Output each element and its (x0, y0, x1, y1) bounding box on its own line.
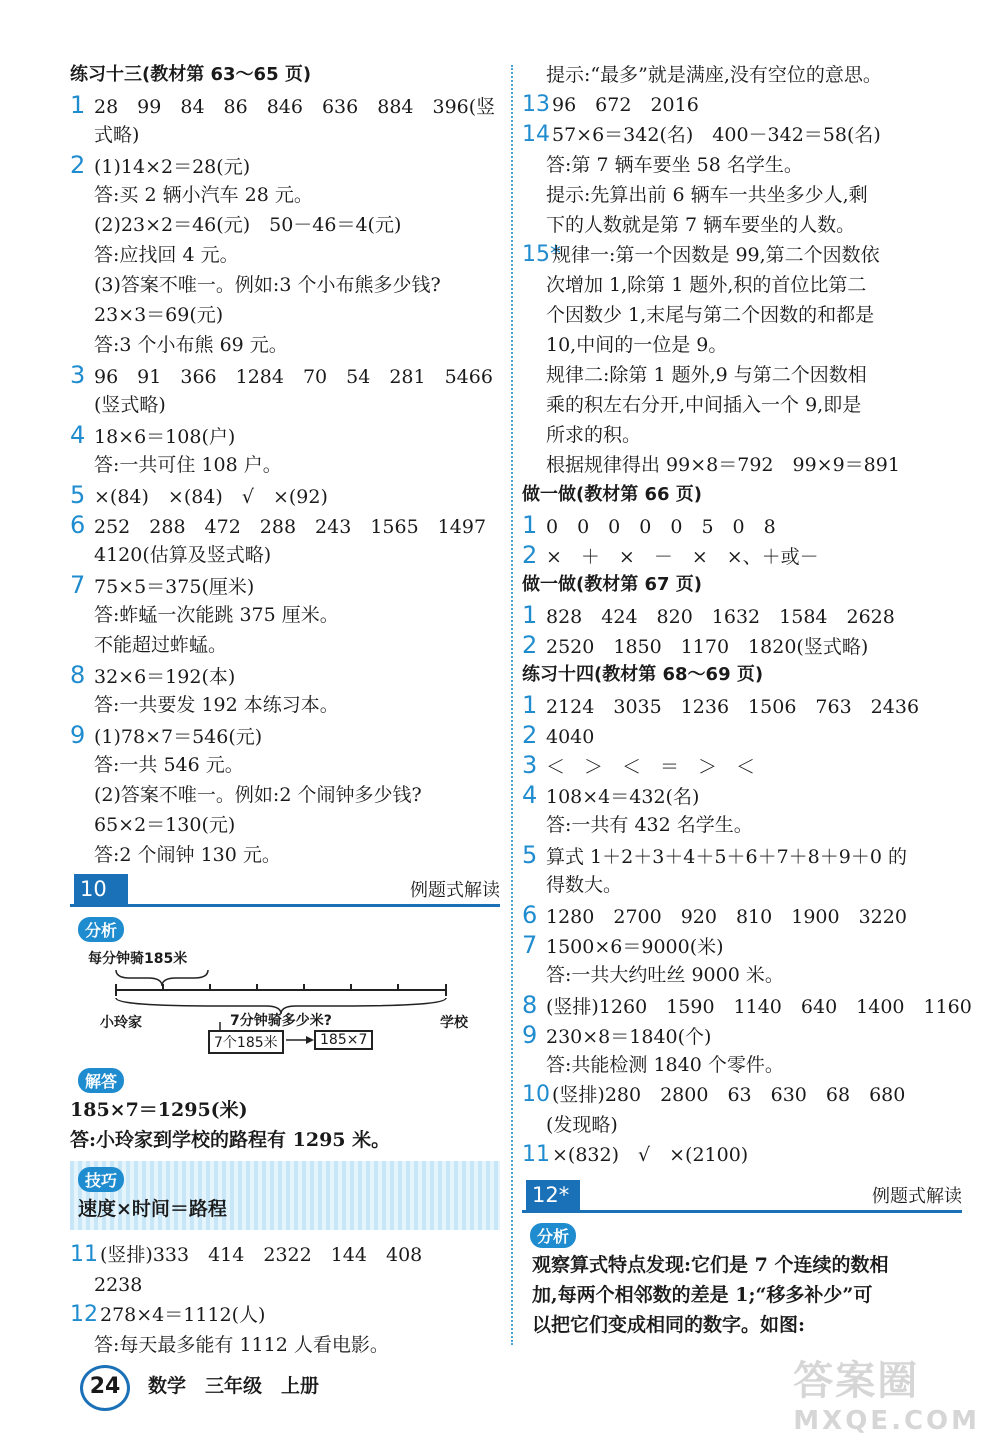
question-number: 11 (70, 1242, 98, 1267)
answer-continuation: 规律二:除第 1 题外,9 与第二个因数相 (546, 364, 867, 386)
answer-continuation: 10,中间的一位是 9。 (546, 334, 728, 356)
answer-continuation: (竖式略) (94, 394, 166, 416)
answer-item (70, 660, 500, 690)
answer-item (522, 690, 962, 720)
answer-item (522, 780, 962, 810)
answer-item (522, 720, 962, 750)
answer-text: 75×5＝375(厘米) (94, 576, 255, 598)
answer-continuation: 答:一共有 432 名学生。 (546, 814, 753, 836)
question-number: 1 (70, 91, 86, 119)
answer-item (522, 1140, 962, 1170)
answer-item (70, 1240, 500, 1270)
answer-text: 828 424 820 1632 1584 2628 (546, 606, 895, 628)
answer-continuation: 提示:“最多”就是满座,没有空位的意思。 (546, 64, 882, 86)
answer-text: 1500×6＝9000(米) (546, 936, 724, 958)
answer-line-1: 185×7＝1295(米) (70, 1099, 248, 1121)
answer-text: 278×4＝1112(人) (100, 1304, 266, 1326)
example-number: 12* (526, 1180, 580, 1210)
question-number: 3 (522, 751, 538, 779)
answer-item (522, 990, 972, 1020)
answer-continuation: 答:2 个闹钟 130 元。 (94, 844, 281, 866)
box-7x185: 7个185米 (208, 1030, 284, 1054)
question-number: 6 (522, 901, 538, 929)
question-number: 1 (522, 601, 538, 629)
answer-continuation: 次增加 1,除第 1 题外,积的首位比第二 (546, 274, 867, 296)
analysis-text (522, 1250, 962, 1340)
section-heading: 练习十三(教材第 63～65 页) (70, 64, 312, 85)
answer-continuation: 答:一共要发 192 本练习本。 (94, 694, 339, 716)
answer-item (522, 600, 962, 630)
answer-text: 2520 1850 1170 1820(竖式略) (546, 636, 869, 658)
answer-continuation: 答:共能检测 1840 个零件。 (546, 1054, 784, 1076)
answer-text: 0 0 0 0 0 5 0 8 (546, 516, 776, 538)
analysis-line: 加,每两个相邻数的差是 1;“移多补少”可 (532, 1284, 873, 1306)
home-label: 小玲家 (100, 1015, 142, 1031)
question-number: 11 (522, 1142, 550, 1167)
column-divider (511, 65, 513, 1345)
answer-item (70, 420, 500, 450)
answer-continuation: 答:应找回 4 元。 (94, 244, 239, 266)
example-number: 10 (74, 874, 128, 904)
answer-text: 规律一:第一个因数是 99,第二个因数依 (552, 244, 880, 266)
answer-continuation: 23×3＝69(元) (94, 304, 224, 326)
answer-continuation: 所求的积。 (546, 424, 642, 446)
section-heading: 做一做(教材第 67 页) (522, 574, 703, 595)
question-number: 5 (70, 481, 86, 509)
question-label: 7分钟骑多少米? (230, 1013, 332, 1029)
left-column (70, 60, 500, 1360)
question-number: 7 (70, 571, 86, 599)
answer-item (70, 570, 500, 600)
answer-continuation: 式略) (94, 124, 140, 146)
skill-tag: 技巧 (78, 1167, 124, 1192)
answer-continuation: 答:3 个小布熊 69 元。 (94, 334, 288, 356)
book-title: 数学 三年级 上册 (148, 1375, 320, 1397)
analysis-line: 观察算式特点发现:它们是 7 个连续的数相 (532, 1254, 889, 1276)
answer-continuation: 答:每天最多能有 1112 人看电影。 (94, 1334, 389, 1356)
school-label: 学校 (440, 1015, 468, 1031)
answer-text: (1)78×7＝546(元) (94, 726, 263, 748)
answer-text: 96 91 366 1284 70 54 281 5466 (94, 366, 493, 388)
answer-item (70, 360, 500, 390)
answer-item (70, 150, 500, 180)
right-column (522, 60, 972, 1340)
answer-text: (竖排)280 2800 63 630 68 680 (552, 1084, 906, 1106)
answer-continuation: 2238 (94, 1274, 143, 1296)
question-number: 9 (70, 721, 86, 749)
answer-text: 230×8＝1840(个) (546, 1026, 712, 1048)
answer-continuation: 得数大。 (546, 874, 623, 896)
answer-item (70, 720, 500, 750)
answer-item (70, 480, 500, 510)
section-heading: 做一做(教材第 66 页) (522, 484, 703, 505)
question-number: 8 (70, 661, 86, 689)
question-number: 5 (522, 841, 538, 869)
answer-continuation: 不能超过蚱蜢。 (94, 634, 228, 656)
skill-formula: 速度×时间＝路程 (78, 1198, 227, 1220)
question-number: 10 (522, 1082, 550, 1107)
answer-text: (1)14×2＝28(元) (94, 156, 251, 178)
question-number: 6 (70, 511, 86, 539)
analysis-tag: 分析 (78, 917, 124, 942)
question-number: 2 (522, 541, 538, 569)
question-number: 2 (522, 721, 538, 749)
segment-line-diagram (70, 944, 500, 1064)
answer-item (70, 510, 500, 540)
answer-continuation: 根据规律得出 99×8＝792 99×9＝891 (546, 454, 900, 476)
answer-text: 4040 (546, 726, 595, 748)
answer-continuation: (2)23×2＝46(元) 50－46＝4(元) (94, 214, 402, 236)
answer-continuation: 下的人数就是第 7 辆车要坐的人数。 (546, 214, 856, 236)
question-number: 1 (522, 691, 538, 719)
question-number: 15* (522, 242, 561, 267)
answer-text: ＜ ＞ ＜ ＝ ＞ ＜ (546, 756, 756, 778)
answer-text: 18×6＝108(户) (94, 426, 236, 448)
answer-continuation: 65×2＝130(元) (94, 814, 236, 836)
answer-text: 32×6＝192(本) (94, 666, 236, 688)
skill-box (70, 1161, 500, 1230)
answer-text: (竖排)1260 1590 1140 640 1400 1160 (546, 996, 972, 1018)
box-185x7: 185×7 (314, 1030, 373, 1050)
answer-text: 28 99 84 86 846 636 884 396(竖 (94, 96, 496, 118)
page-number: 24 (80, 1365, 130, 1411)
right-answer-list (522, 60, 972, 1170)
answer-tag: 解答 (78, 1068, 124, 1093)
distance-diagram (70, 944, 500, 1064)
example-title: 例题式解读 (872, 1186, 962, 1207)
watermark-logo (793, 1349, 980, 1436)
answer-text: × ＋ × － × ×、＋或－ (546, 546, 819, 568)
question-number: 4 (522, 781, 538, 809)
answer-text: ×(84) ×(84) √ ×(92) (94, 486, 328, 508)
question-number: 8 (522, 991, 538, 1019)
question-number: 14 (522, 122, 550, 147)
answer-item (522, 930, 962, 960)
question-number: 9 (522, 1021, 538, 1049)
answer-item (70, 1300, 500, 1330)
answer-item (522, 90, 962, 120)
answer-item (522, 630, 962, 660)
answer-continuation: 个因数少 1,末尾与第二个因数的和都是 (546, 304, 875, 326)
per-minute-label: 每分钟骑185米 (88, 951, 188, 967)
answer-item (522, 120, 962, 150)
watermark-url: MXQE.COM (793, 1406, 980, 1436)
answer-continuation: 答:蚱蜢一次能跳 375 厘米。 (94, 604, 339, 626)
answer-item (522, 750, 962, 780)
example-12-header (522, 1180, 962, 1213)
answer-continuation: 答:一共可住 108 户。 (94, 454, 282, 476)
left-answer-list-continued (70, 1240, 500, 1360)
answer-item (522, 540, 962, 570)
answer-item (522, 240, 962, 270)
watermark-text: 答案圈 (793, 1358, 920, 1404)
question-number: 2 (70, 151, 86, 179)
left-answer-list (70, 60, 500, 870)
example-10-header (70, 874, 500, 907)
answer-continuation: 乘的积左右分开,中间插入一个 9,即是 (546, 394, 862, 416)
answer-continuation: 答:买 2 辆小汽车 28 元。 (94, 184, 313, 206)
answer-item (522, 1020, 962, 1050)
answer-text: 1280 2700 920 810 1900 3220 (546, 906, 907, 928)
answer-continuation: 答:第 7 辆车要坐 58 名学生。 (546, 154, 803, 176)
question-number: 12 (70, 1302, 98, 1327)
answer-item (70, 90, 500, 120)
answer-continuation: 提示:先算出前 6 辆车一共坐多少人,剩 (546, 184, 868, 206)
answer-continuation: 答:一共大约吐丝 9000 米。 (546, 964, 784, 986)
answer-text: (竖排)333 414 2322 144 408 (100, 1244, 423, 1266)
question-number: 13 (522, 92, 550, 117)
example-title: 例题式解读 (410, 880, 500, 901)
answer-text: ×(832) √ ×(2100) (552, 1144, 749, 1166)
answer-text: 2124 3035 1236 1506 763 2436 (546, 696, 920, 718)
answer-continuation: 4120(估算及竖式略) (94, 544, 272, 566)
question-number: 2 (522, 631, 538, 659)
answer-continuation: 答:一共 546 元。 (94, 754, 244, 776)
answer-text: 96 672 2016 (552, 94, 699, 116)
analysis-line: 以把它们变成相同的数字。如图: (532, 1314, 806, 1336)
question-number: 7 (522, 931, 538, 959)
answer-continuation: (3)答案不唯一。例如:3 个小布熊多少钱? (94, 274, 441, 296)
answer-text: 57×6＝342(名) 400－342＝58(名) (552, 124, 881, 146)
answer-text: 252 288 472 288 243 1565 1497 (94, 516, 487, 538)
analysis-tag: 分析 (530, 1223, 576, 1248)
answer-continuation: (发现略) (546, 1114, 618, 1136)
answer-continuation: (2)答案不唯一。例如:2 个闹钟多少钱? (94, 784, 422, 806)
answer-item (522, 900, 962, 930)
section-heading: 练习十四(教材第 68～69 页) (522, 664, 764, 685)
answer-item (522, 510, 962, 540)
answer-item (522, 1080, 962, 1110)
question-number: 3 (70, 361, 86, 389)
answer-item (522, 840, 962, 870)
answer-line-2: 答:小玲家到学校的路程有 1295 米。 (70, 1129, 391, 1151)
question-number: 4 (70, 421, 86, 449)
answer-text: 算式 1＋2＋3＋4＋5＋6＋7＋8＋9＋0 的 (546, 846, 907, 868)
question-number: 1 (522, 511, 538, 539)
answer-text: 108×4＝432(名) (546, 786, 700, 808)
